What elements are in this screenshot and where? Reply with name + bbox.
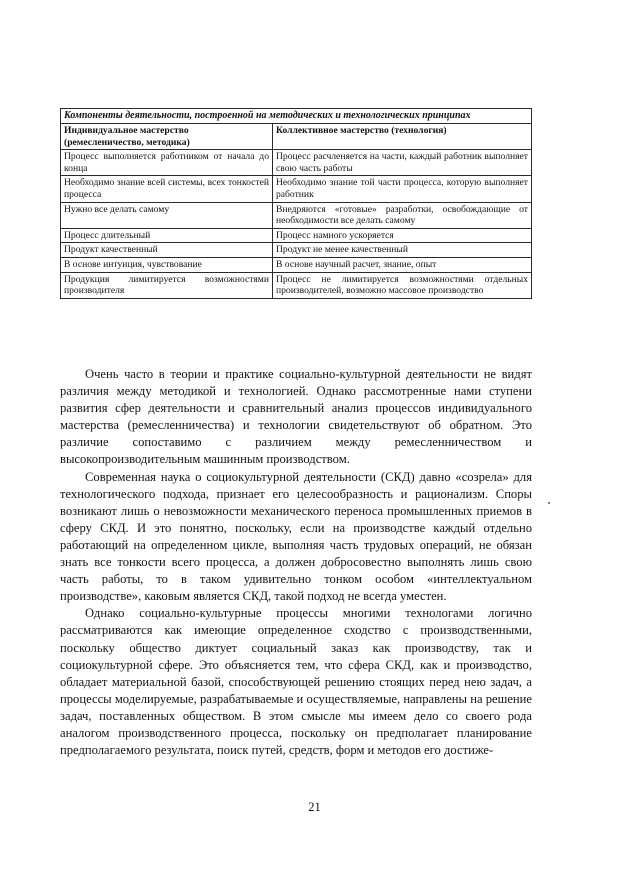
- cell-right: В основе научный расчет, знание, опыт: [273, 257, 532, 272]
- table-row: [61, 257, 532, 272]
- header-collective: Коллективное мастерство (технология): [273, 124, 532, 150]
- cell-left: Продукция лимитируется возможностями производителя: [61, 272, 273, 298]
- table-caption-row: [61, 109, 532, 124]
- cell-right: Процесс расчленяется на части, каждый работник выполняет свою часть работы: [273, 150, 532, 176]
- cell-left: Продукт качественный: [61, 243, 273, 258]
- cell-right: Процесс намного ускоряется: [273, 228, 532, 243]
- body-text: [60, 366, 532, 759]
- table-row: [61, 243, 532, 258]
- header-individual: Индивидуальное мастерство (ремесленичество, методика): [61, 124, 273, 150]
- table-row: [61, 228, 532, 243]
- cell-left: Необходимо знание всей системы, всех тонкостей процесса: [61, 176, 273, 202]
- table-caption: Компоненты деятельности, построенной на методических и технологических принципах: [61, 109, 532, 124]
- cell-left: Процесс выполняется работником от начала до конца: [61, 150, 273, 176]
- table-row: [61, 272, 532, 298]
- paragraph: Очень часто в теории и практике социально-культурной деятельности не видят различия между методикой и технологией. Однако рассмотренные нами ступени развития сфер деятельности и сравнительный анализ процессов индивидуального мастерства (ремесленничества) и технологии свидетельствуют об обратном. Это различие сопоставимо с различием между ремесленничеством и высокопроизводительным машинным производством.: [60, 367, 532, 467]
- page-number: 21: [308, 800, 321, 814]
- comparison-table-container: [60, 108, 532, 299]
- table-row: [61, 176, 532, 202]
- table-header-row: [61, 124, 532, 150]
- cell-right: Процесс не лимитируется возможностями отдельных производителей, возможно массовое производство: [273, 272, 532, 298]
- cell-right: Внедряются «готовые» разработки, освобождающие от необходимости все делать самому: [273, 202, 532, 228]
- cell-left: Нужно все делать самому: [61, 202, 273, 228]
- comparison-table: [60, 108, 532, 299]
- scan-speck: [548, 502, 550, 504]
- paragraph: Однако социально-культурные процессы многими технологами логично рассматриваются как имеющие определенное сходство с производственными, поскольку общество диктует социальный заказ как производству, так и социокультурной сфере. Это объясняется тем, что сфера СКД, как и производство, обладает материальной базой, способствующей решению стоящих перед нею задач, а процессы моделируемые, разрабатываемые и осуществляемые, направлены на решение задач, поставленных обществом. В этом смысле мы имеем дело со своего рода аналогом производственного процесса, поскольку он предполагает планирование предполагаемого результата, поиск путей, средств, форм и методов его достиже-: [60, 606, 532, 758]
- table-row: [61, 150, 532, 176]
- cell-left: Процесс длительный: [61, 228, 273, 243]
- table-row: [61, 202, 532, 228]
- cell-right: Продукт не менее качественный: [273, 243, 532, 258]
- cell-left: В основе интуиция, чувствование: [61, 257, 273, 272]
- paragraph: Современная наука о социокультурной деятельности (СКД) давно «созрела» для технологического подхода, признает его целесообразность и рационализм. Споры возникают лишь о невозможности механического переноса промышленных приемов в сферу СКД. И это понятно, поскольку, если на производстве каждый отдельно работающий на определенном цикле, выполняя часть трудовых операций, не обязан знать все тонкости всего процесса, а должен добросовестно выполнять лишь свою часть работы, то в таком удивительно тонком особом «интеллектуальном производстве», каковым является СКД, такой подход не всегда уместен.: [60, 469, 532, 604]
- cell-right: Необходимо знание той части процесса, которую выполняет работник: [273, 176, 532, 202]
